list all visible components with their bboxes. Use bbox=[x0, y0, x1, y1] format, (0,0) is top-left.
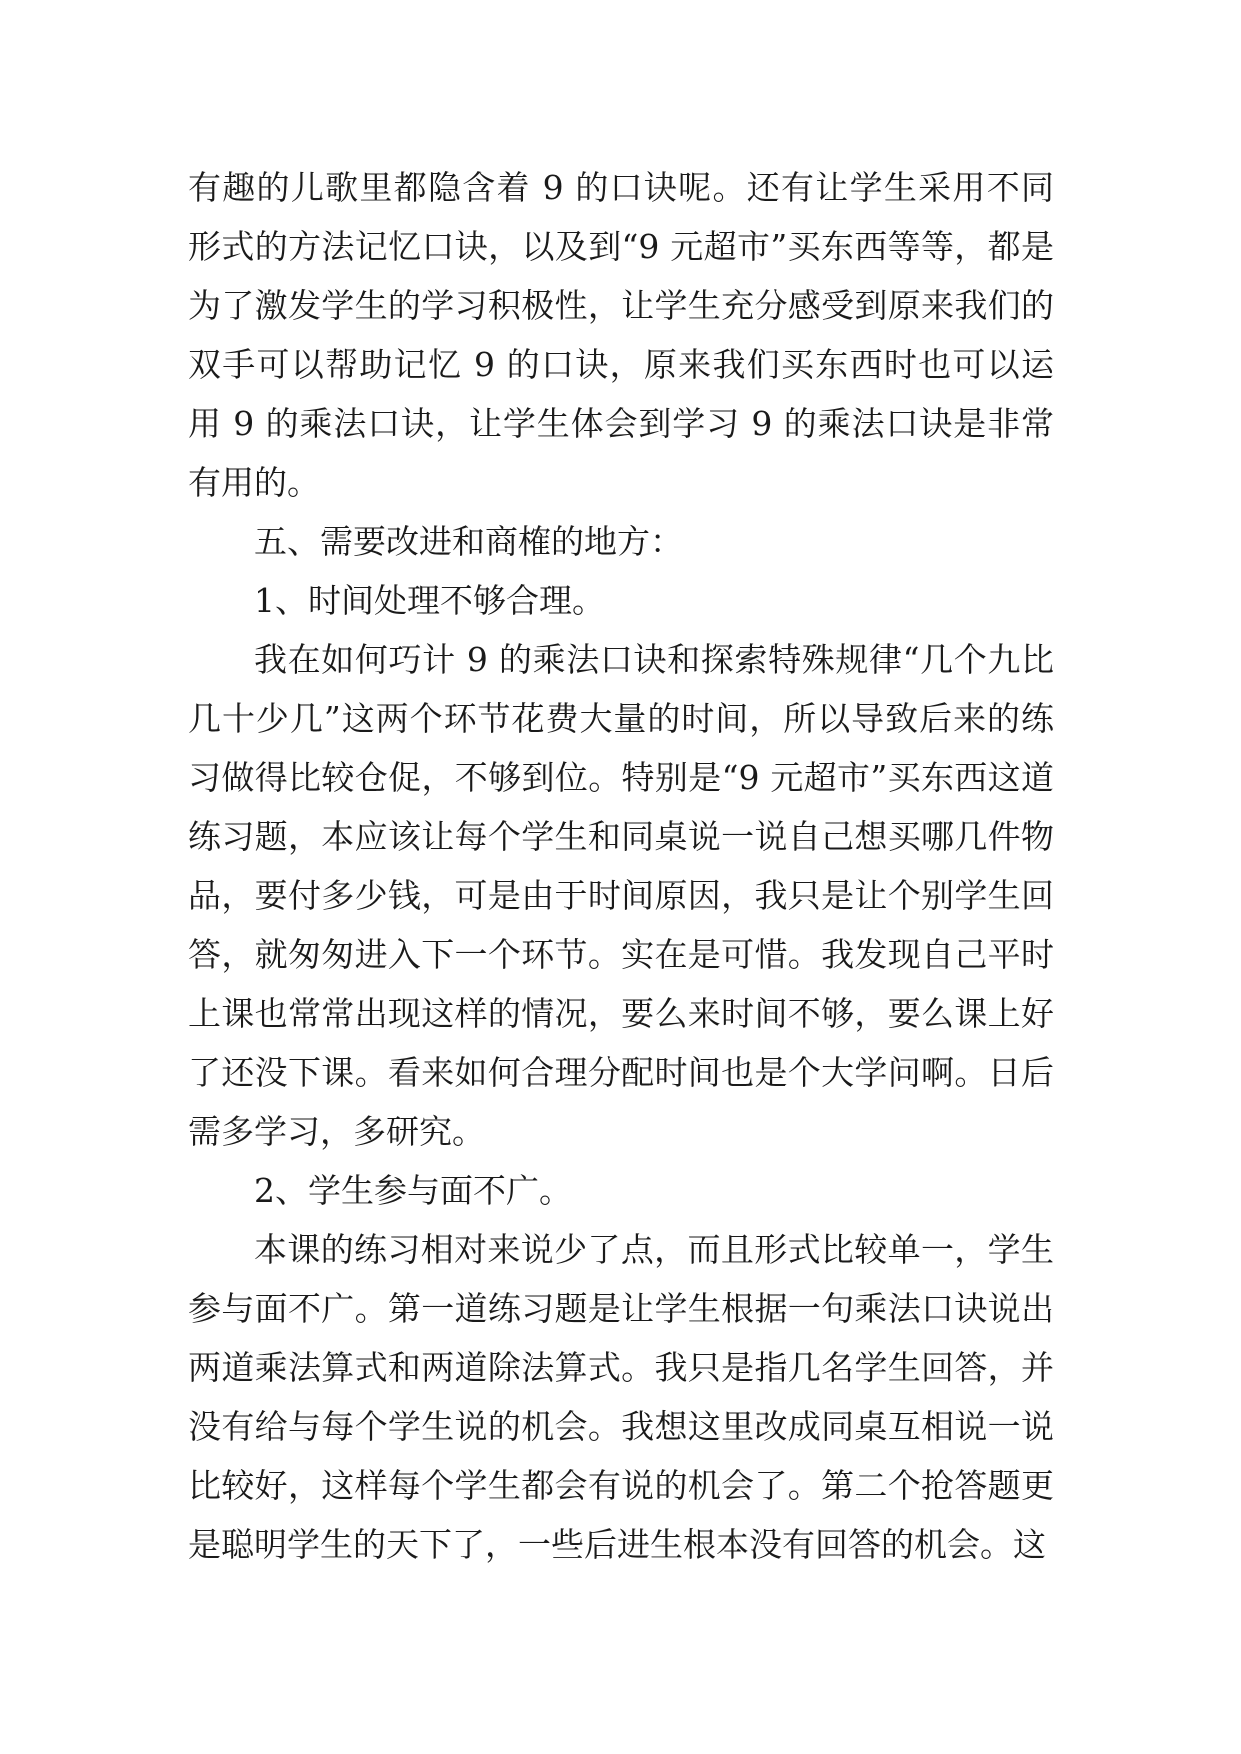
subheading-time-management: 1、时间处理不够合理。 bbox=[254, 581, 605, 620]
paragraph-time-management: 我在如何巧计 9 的乘法口诀和探索特殊规律“几个九比几十少几”这两个环节花费大量的时间，所以导致后来的练习做得比较仓促，不够到位。特别是“9 元超市”买东西这道练习题，本应该让每个学生和同桌说一说自己想买哪几件物品，要付多少钱，可是由于时间原因，我只是让个别学生回答，就匆匆进入下一个环节。实在是可惜。我发现自己平时上课也常常出现这样的情况，要么来时间不够，要么课上好了还没下课。看来如何合理分配时间也是个大学问啊。日后需多学习，多研究。 bbox=[188, 640, 1054, 1151]
subheading-participation: 2、学生参与面不广。 bbox=[254, 1171, 572, 1210]
document-body bbox=[188, 158, 1054, 1574]
paragraph-participation: 本课的练习相对来说少了点，而且形式比较单一，学生参与面不广。第一道练习题是让学生根据一句乘法口诀说出两道乘法算式和两道除法算式。我只是指几名学生回答，并没有给与每个学生说的机会。我想这里改成同桌互相说一说比较好，这样每个学生都会有说的机会了。第二个抢答题更是聪明学生的天下了，一些后进生根本没有回答的机会。这 bbox=[188, 1230, 1054, 1564]
paragraph-continuation: 有趣的儿歌里都隐含着 9 的口诀呢。还有让学生采用不同形式的方法记忆口诀，以及到“9 元超市”买东西等等，都是为了激发学生的学习积极性，让学生充分感受到原来我们的双手可以帮助记忆 9 的口诀，原来我们买东西时也可以运用 9 的乘法口诀，让学生体会到学习 9 的乘法口诀是非常有用的。 bbox=[188, 168, 1054, 502]
section-heading-improvements: 五、需要改进和商榷的地方： bbox=[254, 522, 683, 561]
